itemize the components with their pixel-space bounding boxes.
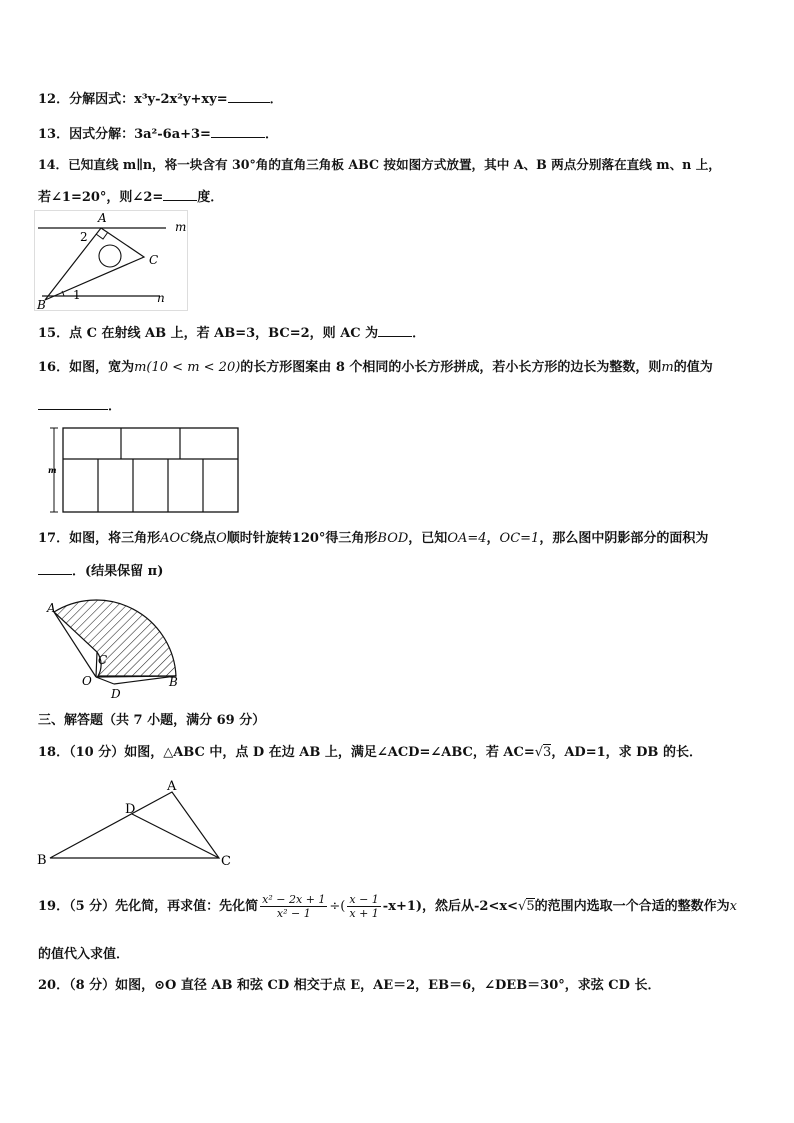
label-c: C (98, 653, 108, 667)
q14-text-2a: 若∠1=20°，则∠2= (38, 190, 164, 205)
section-3-heading (38, 712, 265, 730)
question-12 (38, 89, 283, 109)
answer-blank (211, 124, 265, 138)
label-d: D (111, 687, 121, 701)
q19-division: ÷( (329, 899, 346, 914)
q17-aoc: AOC (160, 531, 191, 546)
question-14-line2 (38, 187, 223, 207)
answer-blank (228, 89, 270, 103)
q18-figure (34, 776, 244, 871)
q17-text-c: 顺时针旋转120°得三角形 (226, 531, 378, 546)
q16-figure (44, 424, 244, 516)
segment-cd (132, 814, 219, 858)
q16-text-b: 的长方形图案由 8 个相同的小长方形拼成，若小长方形的边长为整数，则 (240, 360, 662, 375)
q17-text-e: ， (486, 531, 500, 546)
fraction-2-numerator: x − 1 (349, 893, 379, 906)
fraction-2 (347, 893, 380, 920)
answer-blank (163, 187, 197, 201)
question-14-line1 (38, 156, 721, 174)
q18-text-a: 18．（10 分）如图，△ABC 中，点 D 在边 AB 上，满足∠ACD=∠ABC，若 AC= (38, 745, 535, 760)
q17-text-a: 17．如图，将三角形 (38, 531, 161, 546)
sqrt-symbol: √ (518, 899, 527, 914)
q17-text-d: ，已知 (408, 531, 448, 546)
section-3-title: 三、解答题（共 7 小题，满分 69 分） (38, 713, 266, 728)
q16-text-c: 的值为 (673, 360, 713, 375)
outer-rectangle (63, 428, 238, 512)
label-a: A (47, 601, 56, 615)
q17-oa: OA=4 (447, 531, 487, 546)
angle-1-label: 1 (73, 288, 81, 302)
q16-end: ． (108, 399, 122, 414)
label-o: O (82, 674, 92, 688)
label-n: n (157, 291, 165, 305)
label-b: B (37, 298, 46, 312)
q19-text-b: -x+1)，然后从-2<x< (382, 899, 519, 914)
q15-text: 15．点 C 在射线 AB 上，若 AB=3，BC=2，则 AC 为 (38, 326, 379, 341)
question-18 (38, 744, 702, 762)
q16-var: m (661, 360, 674, 375)
q18-text-b: ，AD=1，求 DB 的长． (551, 745, 702, 760)
q18-sqrt-value: 3 (543, 745, 552, 760)
label-m: m (48, 465, 57, 475)
segment-od (96, 677, 114, 684)
q14-figure (34, 210, 194, 314)
label-m: m (175, 220, 187, 234)
q17-figure (44, 594, 189, 704)
q20-text: 20．（8 分）如图，⊙O 直径 AB 和弦 CD 相交于点 E，AE＝2，EB＝6，∠DEB＝30°，求弦 CD 长． (38, 978, 661, 993)
segment-oc (96, 652, 97, 677)
fraction-2-denominator: x + 1 (349, 907, 379, 920)
q19-sqrt-value: 5 (526, 899, 535, 914)
fraction-1-numerator: x² − 2x + 1 (262, 893, 326, 906)
q17-oc: OC=1 (499, 531, 540, 546)
q17-line2: ．(结果保留 π) (72, 564, 164, 579)
shaded-region (54, 600, 176, 676)
label-b: B (37, 853, 47, 868)
q19-text-c: 的范围内选取一个合适的整数作为 (534, 899, 730, 914)
q14-text-1: 14．已知直线 m∥n，将一块含有 30°角的直角三角板 ABC 按如图方式放置，其中 A、B 两点分别落在直线 m、n 上， (38, 157, 721, 172)
fraction-1 (260, 893, 327, 920)
question-16 (38, 359, 713, 377)
q16-text-a: 16．如图，宽为 (38, 360, 135, 375)
q16-expr: m(10 < m < 20) (134, 360, 241, 375)
q14-text-2b: 度． (197, 190, 224, 205)
question-20 (38, 977, 660, 995)
answer-blank (38, 561, 72, 575)
label-c: C (221, 854, 231, 869)
label-a: A (98, 211, 107, 225)
q17-o: O (216, 531, 227, 546)
answer-blank (38, 396, 108, 410)
q19-line2: 的值代入求值． (38, 947, 130, 962)
q17-bod: BOD (377, 531, 409, 546)
question-17 (38, 530, 708, 548)
question-16-blank (38, 396, 121, 416)
q12-end: ． (269, 92, 283, 107)
q15-end: ． (412, 326, 426, 341)
triangle-hole (99, 245, 121, 267)
q12-text: 12．分解因式：x³y-2x²y+xy= (38, 92, 228, 107)
fraction-1-denominator: x² − 1 (276, 907, 311, 920)
q17-text-b: 绕点 (190, 531, 217, 546)
angle-2-label: 2 (80, 230, 88, 244)
sqrt-symbol: √ (534, 745, 544, 760)
q19-x: x (729, 899, 737, 914)
question-19-line2 (38, 946, 129, 964)
triangle-abc (45, 228, 144, 300)
q19-text-a: 19．（5 分）先化简，再求值：先化简 (38, 899, 259, 914)
q17-text-f: ，那么图中阴影部分的面积为 (539, 531, 709, 546)
answer-blank (378, 323, 412, 337)
question-17-line2 (38, 561, 163, 581)
question-13 (38, 124, 278, 144)
label-a: A (167, 779, 177, 794)
q13-text: 13．因式分解：3a²-6a+3= (38, 127, 211, 142)
label-c: C (149, 253, 159, 267)
question-19 (38, 888, 737, 926)
question-15 (38, 323, 425, 343)
q13-end: ． (264, 127, 278, 142)
label-d: D (125, 802, 136, 817)
label-b: B (169, 675, 178, 689)
